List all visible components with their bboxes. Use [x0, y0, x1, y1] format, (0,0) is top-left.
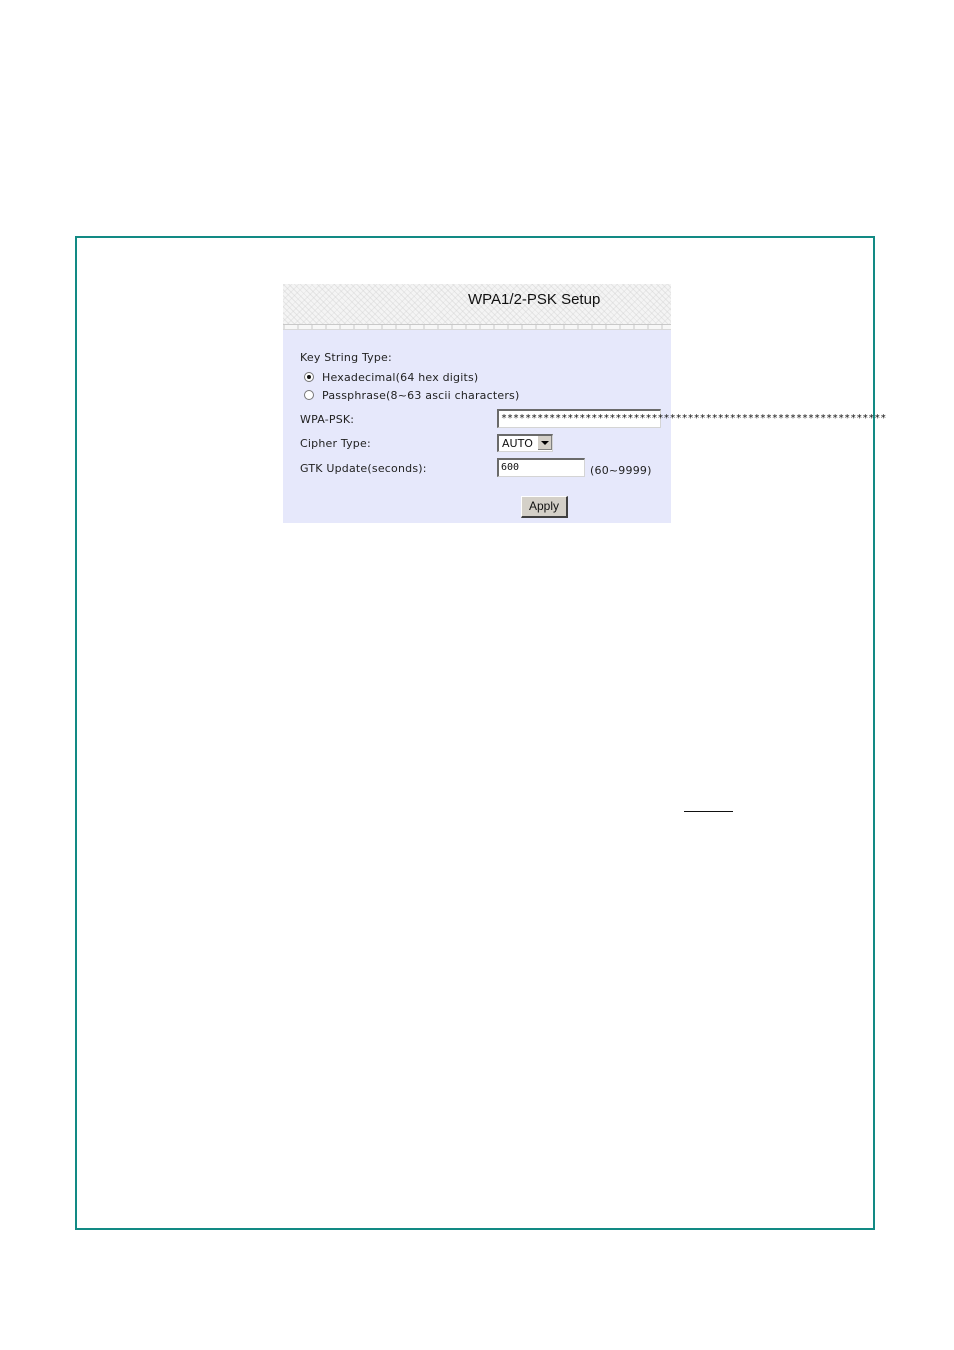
page-title: WPA1/2-PSK Setup: [468, 291, 601, 308]
radio-passphrase-label: Passphrase(8~63 ascii characters): [322, 389, 520, 402]
wpa-psk-label: WPA-PSK:: [300, 413, 355, 426]
apply-button[interactable]: Apply: [521, 496, 568, 518]
gtk-update-input[interactable]: 600: [497, 458, 585, 477]
cipher-type-label: Cipher Type:: [300, 437, 371, 450]
cipher-type-value: AUTO: [502, 437, 533, 450]
wpa-psk-setup-panel: [283, 284, 887, 523]
gtk-update-label: GTK Update(seconds):: [300, 462, 427, 475]
key-string-type-label: Key String Type:: [300, 351, 392, 364]
wpa-psk-input[interactable]: ****************************************************************: [497, 409, 661, 428]
gtk-update-range: (60~9999): [590, 464, 652, 477]
radio-hexadecimal-label: Hexadecimal(64 hex digits): [322, 371, 479, 384]
radio-hexadecimal[interactable]: [304, 372, 314, 382]
chevron-down-icon[interactable]: [537, 436, 552, 450]
underline-mark: [684, 811, 733, 812]
panel-header: [283, 284, 671, 330]
radio-passphrase[interactable]: [304, 390, 314, 400]
cipher-type-select[interactable]: [497, 434, 553, 452]
header-divider: [283, 324, 671, 330]
